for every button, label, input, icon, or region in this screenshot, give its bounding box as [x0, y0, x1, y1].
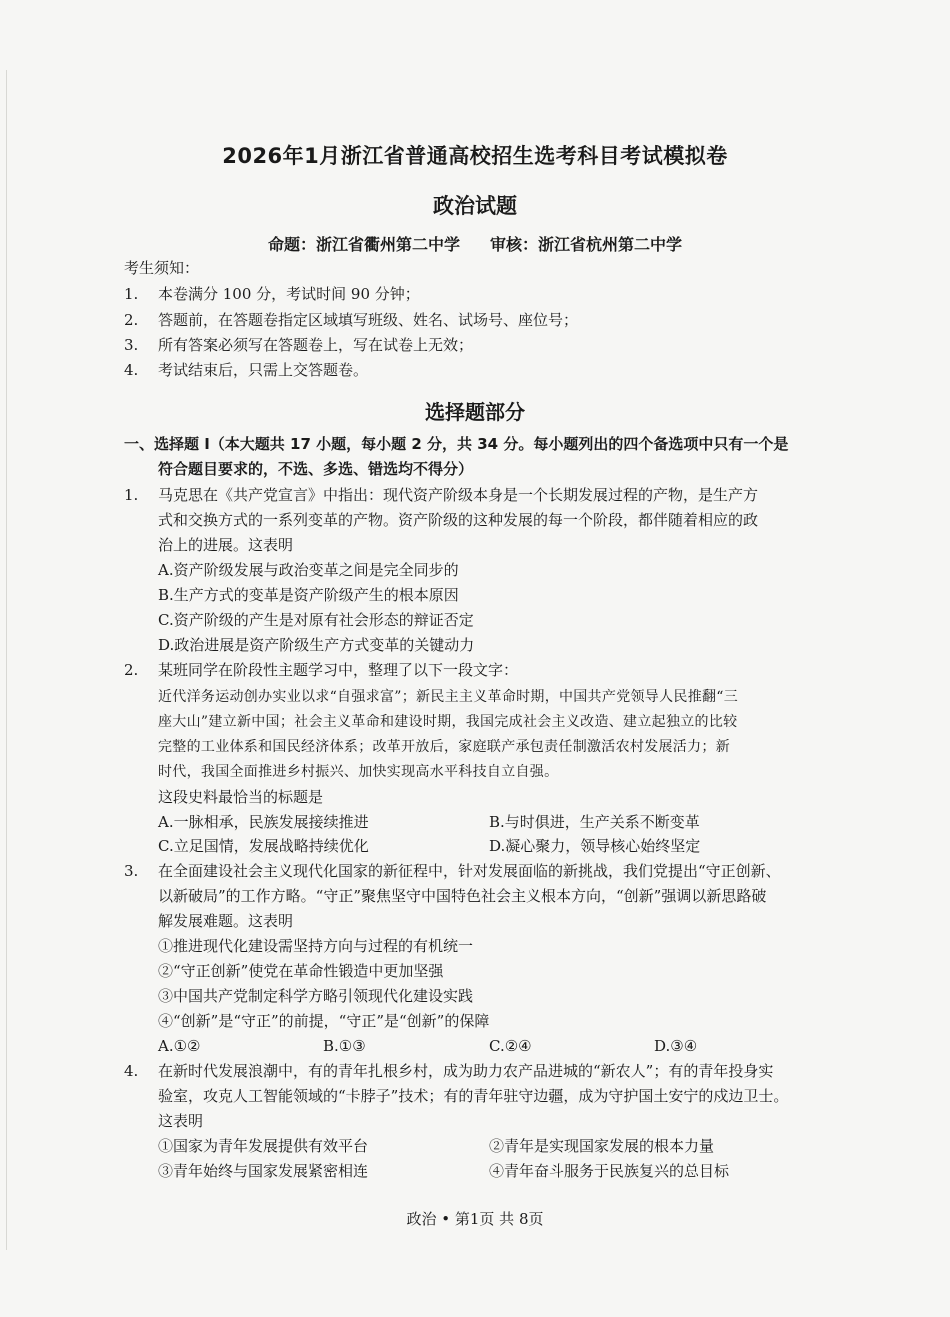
question-stem: 这表明 [158, 1112, 204, 1130]
option-a: A.资产阶级发展与政治变革之间是完全同步的 [158, 561, 459, 579]
statement: ④“创新”是“守正”的前提，“守正”是“创新”的保障 [158, 1012, 490, 1030]
question-number: 2. [124, 661, 139, 679]
statement: ②“守正创新”使党在革命性锻造中更加坚强 [158, 962, 444, 980]
part-heading-line2: 符合题目要求的，不选、多选、错选均不得分） [158, 460, 474, 478]
statement: ①国家为青年发展提供有效平台 [158, 1137, 369, 1155]
question-number: 3. [124, 862, 139, 880]
question-stem: 马克思在《共产党宣言》中指出：现代资产阶级本身是一个长期发展过程的产物，是生产方 [158, 486, 759, 504]
question-stem: 在新时代发展浪潮中，有的青年扎根乡村，成为助力农产品进城的“新农人”；有的青年投身实 [158, 1062, 774, 1080]
statement: ①推进现代化建设需坚持方向与过程的有机统一 [158, 937, 474, 955]
option-c: C.立足国情，发展战略持续优化 [158, 837, 369, 855]
question-prompt: 这段史料最恰当的标题是 [158, 788, 324, 806]
option-c: C.资产阶级的产生是对原有社会形态的辩证否定 [158, 611, 474, 629]
subject-title: 政治试题 [433, 194, 517, 218]
reviewer: 审核：浙江省杭州第二中学 [490, 235, 683, 254]
credit-line [0, 232, 950, 255]
option-b: B.与时俱进，生产关系不断变革 [489, 813, 700, 831]
option-a: A.①② [158, 1037, 201, 1055]
question-stem: 治上的进展。这表明 [158, 536, 294, 554]
question-stem: 某班同学在阶段性主题学习中，整理了以下一段文字： [158, 661, 519, 679]
material-text: 时代，我国全面推进乡村振兴、加快实现高水平科技自立自强。 [158, 764, 559, 780]
question-stem: 在全面建设社会主义现代化国家的新征程中，针对发展面临的新挑战，我们党提出“守正创新、 [158, 862, 781, 880]
notice-item: 本卷满分 100 分，考试时间 90 分钟； [158, 285, 420, 303]
option-d: D.③④ [654, 1037, 698, 1055]
statement: ④青年奋斗服务于民族复兴的总目标 [489, 1162, 730, 1180]
notice-heading: 考生须知： [124, 259, 200, 277]
option-b: B.①③ [323, 1037, 366, 1055]
material-text: 完整的工业体系和国民经济体系；改革开放后，家庭联产承包责任制激活农村发展活力；新 [158, 739, 730, 755]
question-stem: 式和交换方式的一系列变革的产物。资产阶级的这种发展的每一个阶段，都伴随着相应的政 [158, 511, 759, 529]
question-stem: 解发展难题。这表明 [158, 912, 294, 930]
statement: ③中国共产党制定科学方略引领现代化建设实践 [158, 987, 474, 1005]
question-stem: 验室，攻克人工智能领域的“卡脖子”技术；有的青年驻守边疆，成为守护国土安宁的戍边卫士。 [158, 1087, 789, 1105]
exam-title: 2026年1月浙江省普通高校招生选考科目考试模拟卷 [222, 144, 728, 168]
statement: ②青年是实现国家发展的根本力量 [489, 1137, 715, 1155]
notice-number: 1. [124, 285, 139, 303]
statement: ③青年始终与国家发展紧密相连 [158, 1162, 369, 1180]
notice-number: 4. [124, 361, 139, 379]
option-c: C.②④ [489, 1037, 532, 1055]
question-number: 4. [124, 1062, 139, 1080]
notice-item: 所有答案必须写在答题卷上，写在试卷上无效； [158, 336, 474, 354]
notice-item: 考试结束后，只需上交答题卷。 [158, 361, 369, 379]
question-number: 1. [124, 486, 139, 504]
part-heading-line1: 一、选择题 I（本大题共 17 小题，每小题 2 分，共 34 分。每小题列出的四个备选项中只有一个是 [124, 435, 789, 453]
question-stem: 以新破局”的工作方略。“守正”聚焦坚守中国特色社会主义根本方向，“创新”强调以新思路破 [158, 887, 767, 905]
notice-number: 2. [124, 311, 139, 329]
option-d: D.政治进展是资产阶级生产方式变革的关键动力 [158, 636, 475, 654]
material-text: 座大山”建立新中国；社会主义革命和建设时期，我国完成社会主义改造、建立起独立的比较 [158, 714, 738, 730]
section-title: 选择题部分 [425, 400, 525, 424]
option-a: A.一脉相承，民族发展接续推进 [158, 813, 369, 831]
notice-number: 3. [124, 336, 139, 354]
notice-item: 答题前，在答题卷指定区域填写班级、姓名、试场号、座位号； [158, 311, 579, 329]
page-footer: 政治 • 第1页 共 8页 [406, 1210, 544, 1228]
option-b: B.生产方式的变革是资产阶级产生的根本原因 [158, 586, 459, 604]
material-text: 近代洋务运动创办实业以求“自强求富”；新民主主义革命时期，中国共产党领导人民推翻“三 [158, 689, 739, 705]
option-d: D.凝心聚力，领导核心始终坚定 [489, 837, 701, 855]
setter: 命题：浙江省衢州第二中学 [267, 235, 460, 254]
